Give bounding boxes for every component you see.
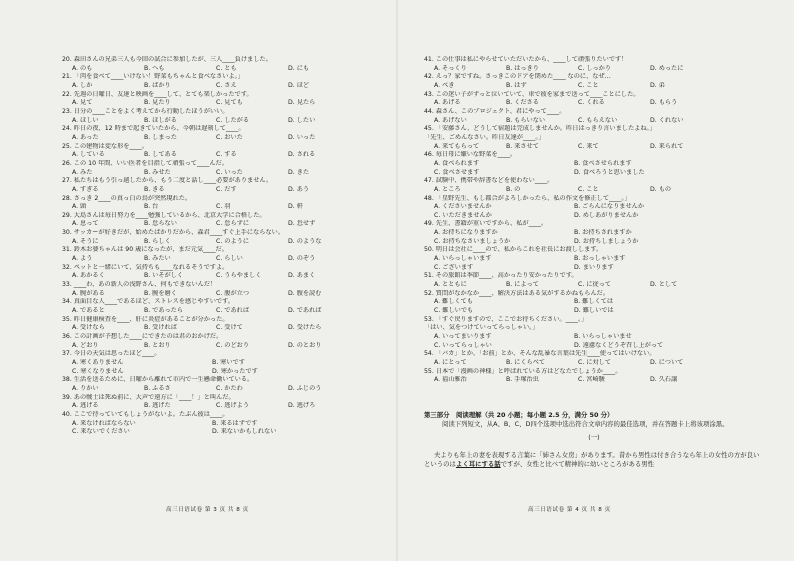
answer-option: C. いってらっしゃい bbox=[434, 341, 492, 349]
answer-option: C. お持ちなさいましょうか bbox=[434, 237, 511, 245]
answer-option: B. ふるさ bbox=[144, 384, 171, 392]
option-row bbox=[62, 238, 412, 247]
option-row bbox=[424, 298, 774, 307]
answer-option: A. そっくり bbox=[434, 64, 467, 72]
option-row bbox=[62, 290, 412, 299]
answer-option: A. りかい bbox=[72, 384, 99, 392]
answer-option: D. まいります bbox=[574, 263, 614, 271]
answer-option: C. しっかり bbox=[578, 64, 612, 72]
question-stem: 23. 日分の____ことをよく考えてから行動したほうがいい。 bbox=[62, 107, 229, 115]
answer-option: A. いらっしゃいます bbox=[434, 255, 492, 263]
answer-option: D. もの bbox=[650, 185, 672, 193]
option-row bbox=[424, 229, 774, 238]
answer-option: B. 台 bbox=[144, 203, 159, 211]
answer-option: B. 寒いです bbox=[212, 358, 245, 366]
option-row bbox=[62, 65, 412, 74]
answer-option: D. として bbox=[650, 281, 678, 289]
option-row bbox=[424, 333, 774, 342]
answer-option: B. いらっしゃいませ bbox=[574, 333, 632, 340]
answer-option: B. しまった bbox=[144, 133, 177, 141]
option-row bbox=[62, 402, 412, 411]
question-stem: 29. 大島さんは毎日努力を____勉強しているから、北京大学に合格した。 bbox=[62, 211, 266, 219]
answer-option: D. めったに bbox=[650, 64, 684, 72]
question-stem: 26. この 10 年間、いい医者を目指して頑張って____んだ。 bbox=[62, 159, 228, 167]
option-row bbox=[62, 186, 412, 195]
answer-option: C. 寒くなりません bbox=[72, 367, 124, 375]
question-stem: 48. 「星野先生、もし都合がよろしかったら、私の作文を修正して____。」 bbox=[424, 194, 631, 202]
answer-option: C. らしい bbox=[216, 255, 243, 263]
question-stem: 31. 鈴木お婆ちゃんは 90 歳になったが、まだ元気____だ。 bbox=[62, 246, 228, 254]
answer-option: A. 逃げる bbox=[72, 402, 99, 410]
answer-option: A. 見て bbox=[72, 99, 93, 107]
answer-option: D. くれない bbox=[650, 116, 684, 124]
answer-option: C. に従って bbox=[578, 281, 612, 289]
option-row bbox=[62, 117, 412, 126]
answer-option: C. 見ても bbox=[216, 99, 243, 107]
answer-option: B. もらいない bbox=[506, 116, 546, 124]
answer-option: B. してある bbox=[144, 151, 177, 159]
passage-text-before: 夫よりも年上の妻を表現する言葉に「姉さん女房」があります。昔から男性は付き合うなら年上の女性の方が良いというのは bbox=[424, 451, 760, 469]
question-stem: 27. 私たちはもう引っ越したから、もう二度と話し____必要がありません。 bbox=[62, 177, 273, 185]
right-page-questions bbox=[424, 56, 774, 385]
answer-option: B. お持ちされますか bbox=[574, 229, 632, 237]
question-stem: 41. この仕事は私にやらせていただいたから、____して頑張りたいです！ bbox=[424, 56, 628, 63]
passage-paragraph bbox=[424, 451, 764, 469]
answer-option: C. 食べさせます bbox=[434, 168, 480, 176]
answer-option: A. あった bbox=[72, 133, 99, 141]
option-row bbox=[424, 82, 774, 91]
answer-option: C. いただきませんか bbox=[434, 211, 492, 219]
answer-option: D. 久石譲 bbox=[650, 376, 678, 384]
answer-option: B. 腕を磨く bbox=[144, 289, 177, 297]
answer-option: C. 逃げよう bbox=[216, 402, 250, 410]
answer-option: B. らしく bbox=[144, 237, 171, 245]
answer-option: D. 軒 bbox=[288, 203, 303, 211]
option-row bbox=[62, 220, 412, 229]
answer-option: D. であれば bbox=[288, 307, 322, 315]
answer-option: D. 逃げろ bbox=[288, 402, 316, 410]
option-row bbox=[424, 359, 774, 368]
option-row bbox=[424, 342, 774, 351]
question-stem: 42. えっ？家ですね。さっきこのドアを閉めた____ なのに、なぜ… bbox=[424, 73, 611, 81]
option-row bbox=[424, 255, 774, 264]
answer-option: D. いった bbox=[288, 133, 316, 141]
option-row bbox=[424, 307, 774, 316]
option-row bbox=[424, 160, 774, 169]
option-row bbox=[424, 186, 774, 195]
question-stem: 「はい、気をつけていってらっしゃい。」 bbox=[424, 324, 539, 332]
option-row bbox=[62, 385, 412, 394]
answer-option: C. うらやましく bbox=[216, 272, 262, 280]
answer-option: B. とおり bbox=[144, 341, 171, 349]
answer-option: A. あげる bbox=[434, 99, 461, 107]
answer-option: D. お持ちしましょうか bbox=[574, 237, 639, 245]
question-stem: 33. ____わ、あの新人の浅野さん、何もできないんだ！ bbox=[62, 281, 217, 289]
answer-option: A. ところ bbox=[434, 185, 461, 193]
answer-option: B. きる bbox=[144, 185, 165, 193]
answer-option: D. 怠せず bbox=[288, 220, 316, 228]
option-row bbox=[424, 99, 774, 108]
answer-option: D. めしあがりませんか bbox=[574, 211, 639, 219]
answer-option: A. あげない bbox=[434, 116, 467, 124]
answer-option: A. 腕がある bbox=[72, 289, 105, 297]
answer-option: A. しか bbox=[72, 81, 93, 89]
question-stem: 52. 質問がなかなか____、解決方法はある気がするかねもらんだ。 bbox=[424, 289, 610, 297]
answer-option: C. くれる bbox=[578, 99, 605, 107]
answer-option: B. ごらんになりませんか bbox=[574, 203, 645, 211]
option-row bbox=[424, 143, 774, 152]
answer-option: A. ほしい bbox=[72, 116, 99, 124]
question-stem: 36. この計画が予想した____にできたのは君のおかげだ。 bbox=[62, 333, 223, 340]
option-row bbox=[62, 82, 412, 91]
answer-option: B. 来るはずです bbox=[212, 419, 258, 427]
question-stem: 54. 「バカ」とか、「お前」とか、そんな乱暴な言葉は先生____使ってはいけない。 bbox=[424, 350, 656, 358]
option-row bbox=[424, 281, 774, 290]
answer-option: C. だす bbox=[216, 185, 237, 193]
answer-option: D. のとおり bbox=[288, 341, 322, 349]
answer-option: A. いってまいります bbox=[434, 333, 492, 340]
answer-option: A. よう bbox=[72, 255, 93, 263]
answer-option: C. さえ bbox=[216, 81, 237, 89]
answer-option: B. いそがしく bbox=[144, 272, 184, 280]
answer-option: B. みせた bbox=[144, 168, 171, 176]
answer-option: A. どおり bbox=[72, 341, 99, 349]
option-row bbox=[62, 428, 412, 437]
answer-option: B. 怠らない bbox=[144, 220, 177, 228]
question-stem: 49. 先生、書籍が重いですから、私が____。 bbox=[424, 220, 548, 228]
question-stem: 32. ペットと一緒にいて、気持ちも____なれるそうですよ。 bbox=[62, 263, 229, 271]
answer-option: A. のも bbox=[72, 64, 93, 72]
answer-option: B. であったら bbox=[144, 307, 184, 315]
question-stem: 25. この建物は変な形を____。 bbox=[62, 142, 149, 150]
reading-section bbox=[424, 411, 764, 442]
question-stem: 37. 今日の天気は思ったほど____。 bbox=[62, 350, 161, 358]
answer-option: C. したがる bbox=[216, 116, 250, 124]
answer-option: D. される bbox=[288, 151, 316, 159]
answer-option: B. 見たり bbox=[144, 99, 171, 107]
answer-option: D. 難しいでは bbox=[574, 307, 614, 315]
answer-option: D. 食べろうと思いました bbox=[574, 168, 645, 176]
option-row bbox=[62, 359, 412, 368]
answer-option: B. ばかり bbox=[144, 81, 171, 89]
option-row bbox=[62, 169, 412, 178]
answer-option: A. べき bbox=[434, 81, 455, 89]
answer-option: C. ございます bbox=[434, 263, 474, 271]
answer-option: B. はっきり bbox=[506, 64, 539, 72]
option-row bbox=[424, 376, 774, 385]
option-row bbox=[62, 203, 412, 212]
answer-option: A. 来なければならない bbox=[72, 419, 136, 427]
answer-option: B. おっしゃいます bbox=[574, 255, 626, 263]
answer-option: A. であると bbox=[72, 307, 105, 315]
option-row bbox=[62, 342, 412, 351]
answer-option: A. みた bbox=[72, 168, 93, 176]
answer-option: B. 来させて bbox=[506, 142, 539, 150]
answer-option: A. とともに bbox=[434, 281, 467, 289]
answer-option: C. 腹が立つ bbox=[216, 289, 250, 297]
answer-option: C. こと bbox=[578, 81, 599, 89]
answer-option: A. している bbox=[72, 151, 105, 159]
answer-option: A. 食べられます bbox=[434, 159, 480, 167]
answer-option: B. によって bbox=[506, 281, 539, 289]
answer-option: A. くださいませんか bbox=[434, 203, 492, 211]
option-row bbox=[62, 99, 412, 108]
question-stem: 35. 昨日健康検査を____、肝に炎症があることが分かった。 bbox=[62, 315, 229, 323]
answer-option: A. あかるく bbox=[72, 272, 105, 280]
answer-option: C. のように bbox=[216, 237, 250, 245]
option-row bbox=[62, 272, 412, 281]
answer-option: D. ふじのう bbox=[288, 384, 322, 392]
answer-option: D. したい bbox=[288, 116, 316, 124]
answer-option: C. 難しいでも bbox=[434, 307, 474, 315]
option-row bbox=[62, 324, 412, 333]
question-stem: 43. この迷い子がずっと泣いていて、車で彼を家まで送って____ことにした。 bbox=[424, 90, 640, 98]
answer-option: B. にくらべて bbox=[506, 358, 546, 366]
answer-option: D. 受けたら bbox=[288, 324, 322, 332]
answer-option: C. 来ないでください bbox=[72, 428, 130, 436]
answer-option: D. 寒かったです bbox=[212, 367, 258, 375]
question-stem: 21. 「肉を食べて____いけない！野菜もちゃんと食べなさいよ。」 bbox=[62, 73, 244, 81]
answer-option: A. 受けなら bbox=[72, 324, 105, 332]
answer-option: D. 来ないかもしれない bbox=[212, 428, 277, 436]
answer-option: D. あまく bbox=[288, 272, 316, 280]
answer-option: C. する bbox=[216, 151, 237, 159]
answer-option: B. 難しくては bbox=[574, 298, 614, 306]
option-row bbox=[424, 117, 774, 126]
answer-option: D. 来られて bbox=[650, 142, 684, 150]
answer-option: D. もらう bbox=[650, 99, 678, 107]
answer-option: C. 宮崎駿 bbox=[578, 376, 605, 384]
option-row bbox=[424, 169, 774, 178]
option-row bbox=[424, 238, 774, 247]
answer-option: D. あう bbox=[288, 185, 310, 193]
passage-underlined-phrase: よく耳にする話 bbox=[455, 460, 501, 469]
passage-number: (一) bbox=[588, 433, 600, 441]
question-stem: 46. 毎日母に嫌いな野菜を____。 bbox=[424, 151, 517, 159]
option-row bbox=[62, 420, 412, 429]
question-stem: 53. 「すぐ戻りますので、ここでお待ちください。____。」 bbox=[424, 315, 588, 323]
answer-option: A. 難しくても bbox=[434, 298, 473, 306]
question-stem: 24. 昨日の夜、12 時まで起きていたから、今朝は遅刻して____。 bbox=[62, 125, 245, 133]
section-instruction: 阅读下列短文，从A、B、C、D四个选项中选出符合文章内容的最佳选项，并在答题卡上将该项涂黑。 bbox=[442, 420, 729, 428]
answer-option: A. 来てもらって bbox=[434, 142, 480, 150]
question-stem: 50. 明日は会社に____ので、私からこれを社長にお渡しします。 bbox=[424, 246, 603, 254]
question-stem: 40. ここで待っていてもしょうがないよ。たぶん彼は____。 bbox=[62, 410, 229, 418]
answer-option: B. 受ければ bbox=[144, 324, 177, 332]
answer-option: D. にも bbox=[288, 64, 310, 72]
question-stem: 47. 試験中、携帯や辞書などを使わない____。 bbox=[424, 177, 554, 185]
answer-option: C. のどおり bbox=[216, 341, 250, 349]
answer-option: C. こと bbox=[578, 185, 599, 193]
question-stem: 30. サッカーが好きだが、始めたばかりだから、森君____すぐ上手にならない。 bbox=[62, 229, 285, 237]
answer-option: D. 腹を読む bbox=[288, 289, 322, 297]
answer-option: C. 羽 bbox=[216, 203, 231, 211]
answer-option: C. であれば bbox=[216, 307, 250, 315]
answer-option: B. はず bbox=[506, 81, 527, 89]
option-row bbox=[424, 203, 774, 212]
option-row bbox=[62, 307, 412, 316]
answer-option: C. 怠らずに bbox=[216, 220, 250, 228]
question-stem: 34. 真面目な人____であるほど、ストレスを感じやすいです。 bbox=[62, 298, 234, 306]
left-page-questions bbox=[62, 56, 412, 437]
answer-option: C. おいた bbox=[216, 133, 243, 141]
answer-option: B. ほしがる bbox=[144, 116, 177, 124]
answer-option: D. 弟 bbox=[650, 81, 665, 89]
answer-option: B. 逃げた bbox=[144, 402, 171, 410]
answer-option: C. 受けて bbox=[216, 324, 243, 332]
option-row bbox=[424, 264, 774, 273]
answer-option: C. に対して bbox=[578, 358, 612, 366]
answer-option: C. いった bbox=[216, 168, 243, 176]
answer-option: C. とも bbox=[216, 64, 237, 72]
answer-option: D. ほど bbox=[288, 81, 310, 89]
question-stem: 45. 「安藤さん、どうして宿題は完成しませんか。昨日はっきり言いましたよね。」 bbox=[424, 125, 656, 133]
answer-option: B. 食べさせられます bbox=[574, 159, 632, 167]
left-page-footer: 高三日语试卷 第 3 页 共 8 页 bbox=[166, 507, 249, 513]
answer-option: D. きた bbox=[288, 168, 310, 176]
answer-option: A. すぎる bbox=[72, 185, 99, 193]
answer-option: A. 寒くありません bbox=[72, 358, 124, 366]
answer-option: B. 手塚治虫 bbox=[506, 376, 539, 384]
answer-option: D. 見たら bbox=[288, 99, 316, 107]
answer-option: B. の bbox=[506, 185, 521, 193]
answer-option: A. そうに bbox=[72, 237, 99, 245]
answer-option: B. へも bbox=[144, 64, 165, 72]
question-stem: 22. 先週の日曜日、友達と映画を____して、とても楽しかったです。 bbox=[62, 90, 253, 98]
question-stem: 「先生、ごめんなさい。昨日友達が____。」 bbox=[424, 133, 545, 141]
section-title: 第三部分 阅读理解（共 20 小题；每小题 2.5 分，满分 50 分） bbox=[424, 411, 614, 419]
right-page-footer: 高三日语试卷 第 4 页 共 8 页 bbox=[528, 507, 611, 513]
answer-option: C. もらえない bbox=[578, 116, 618, 124]
question-stem: 38. 生活を送るために、日曜から離れて市内で一生懸命働いている。 bbox=[62, 376, 254, 384]
option-row bbox=[62, 255, 412, 264]
option-row bbox=[62, 134, 412, 143]
reading-passage bbox=[424, 451, 764, 469]
answer-option: A. にとって bbox=[434, 358, 467, 366]
answer-option: C. かたわ bbox=[216, 384, 243, 392]
option-row bbox=[62, 368, 412, 377]
answer-option: D. について bbox=[650, 358, 684, 366]
answer-option: A. 福山雅治 bbox=[434, 376, 467, 384]
answer-option: D. 遠慮なくどうぞ召し上がって bbox=[574, 341, 664, 349]
question-stem: 39. あの戦士は死ぬ前に、大声で遠方に「____！」と叫んだ。 bbox=[62, 393, 235, 401]
question-stem: 44. 森さん、このプロジェクト、君にやって____。 bbox=[424, 107, 566, 115]
option-row bbox=[424, 212, 774, 221]
question-stem: 28. さっき 2____の真っ白の鳥が突然現れた。 bbox=[62, 194, 192, 202]
option-row bbox=[62, 151, 412, 160]
question-stem: 51. その旅館は季節____、高かったり安かったりです。 bbox=[424, 272, 578, 280]
passage-text-after: ですが、女性と比べて精神的に幼いところがある男性 bbox=[500, 460, 655, 469]
answer-option: B. くださる bbox=[506, 99, 539, 107]
answer-option: B. みたい bbox=[144, 255, 171, 263]
answer-option: A. 息って bbox=[72, 220, 99, 228]
answer-option: C. 来て bbox=[578, 142, 599, 150]
answer-option: A. お持ちになりますか bbox=[434, 229, 498, 237]
question-stem: 20. 森田さんの兄弟三人も今回の試合に参加したが、三人____負けました。 bbox=[62, 56, 272, 63]
question-stem: 55. 日本で「漫画の神様」と呼ばれている方はどなたでしょうか____。 bbox=[424, 367, 622, 375]
option-row bbox=[424, 65, 774, 74]
answer-option: D. のぞう bbox=[288, 255, 316, 263]
answer-option: D. のような bbox=[288, 237, 322, 245]
answer-option: A. 頭 bbox=[72, 203, 87, 211]
